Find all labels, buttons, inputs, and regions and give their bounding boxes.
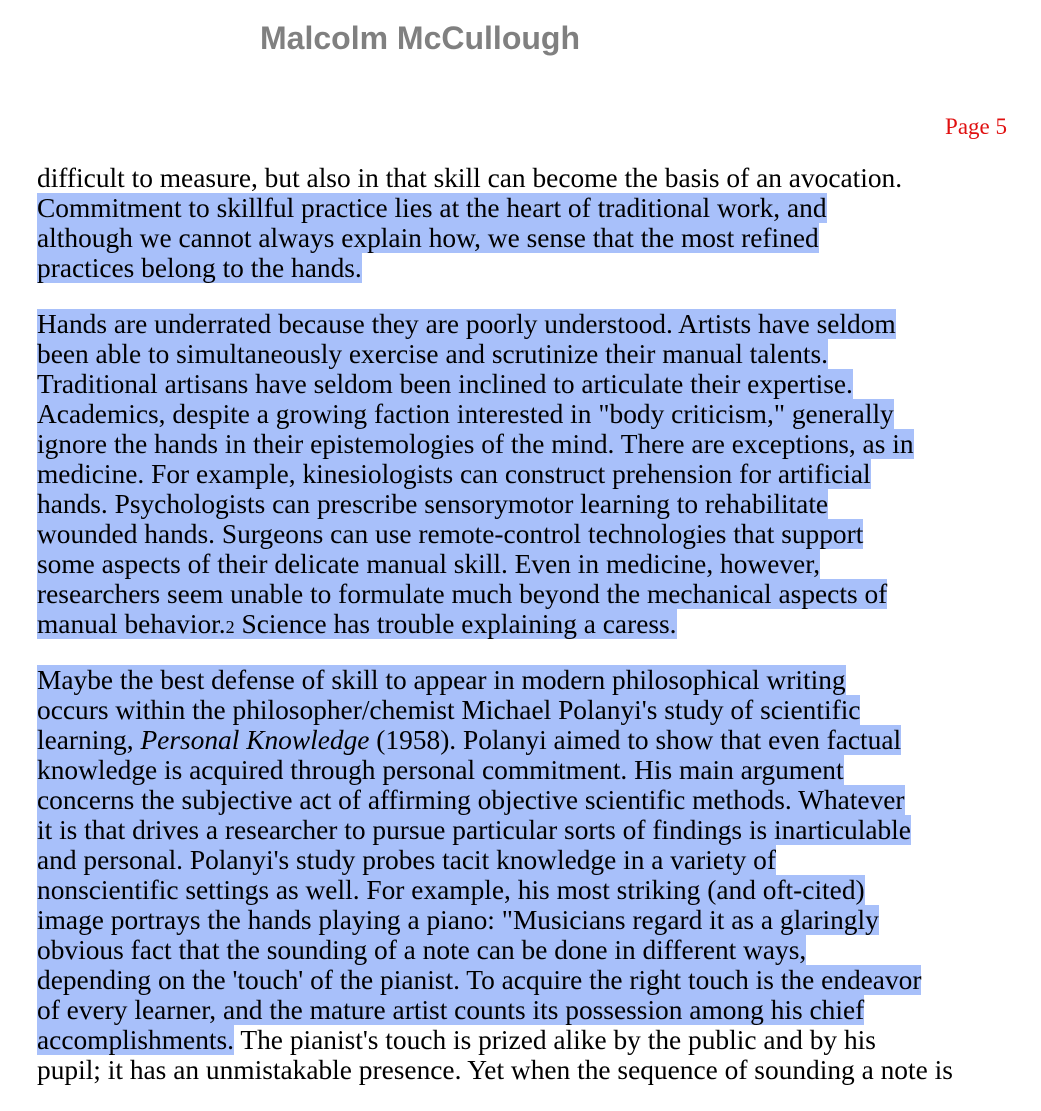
selected-text: Maybe the best defense of skill to appear in modern philosophical writing [37, 665, 846, 695]
selected-text: Traditional artisans have seldom been inclined to articulate their expertise. [37, 369, 853, 399]
selected-text: ignore the hands in their epistemologies of the mind. There are exceptions, as in [37, 429, 914, 459]
selected-text: hands. Psychologists can prescribe sensorymotor learning to rehabilitate [37, 489, 829, 519]
document-author-title: Malcolm McCullough [260, 20, 580, 56]
selected-text: of every learner, and the mature artist counts its possession among his chief [37, 995, 865, 1025]
text-line[interactable] [37, 609, 1017, 639]
text-line-content: The pianist's touch is prized alike by the public and by his [234, 1025, 876, 1055]
selected-text: although we cannot always explain how, we sense that the most refined [37, 223, 819, 253]
text-line[interactable] [37, 459, 1017, 489]
selected-text: it is that drives a researcher to pursue particular sorts of findings is inarticulable [37, 815, 911, 845]
text-line[interactable] [37, 369, 1017, 399]
text-line[interactable] [37, 995, 1017, 1025]
selected-text: Academics, despite a growing faction interested in "body criticism," generally [37, 399, 894, 429]
text-line[interactable] [37, 665, 1017, 695]
text-line[interactable] [37, 309, 1017, 339]
selected-text: and personal. Polanyi's study probes tacit knowledge in a variety of [37, 845, 776, 875]
text-line[interactable] [37, 755, 1017, 785]
text-line[interactable] [37, 785, 1017, 815]
selected-text: practices belong to the hands. [37, 253, 362, 283]
text-line[interactable] [37, 815, 1017, 845]
text-line[interactable] [37, 253, 1017, 283]
text-line[interactable] [37, 1025, 1017, 1055]
text-line[interactable] [37, 399, 1017, 429]
text-line[interactable] [37, 223, 1017, 253]
text-line[interactable] [37, 935, 1017, 965]
selected-text: manual behavior. [37, 609, 226, 639]
text-line[interactable] [37, 163, 1017, 193]
text-line[interactable] [37, 193, 1017, 223]
paragraph-1[interactable] [37, 163, 1017, 283]
text-line-content: pupil; it has an unmistakable presence. Yet when the sequence of sounding a note is [37, 1055, 953, 1085]
document-body[interactable] [37, 163, 1017, 1111]
selected-text: Science has trouble explaining a caress. [234, 609, 677, 639]
book-title: Personal Knowledge [140, 725, 370, 755]
text-line[interactable] [37, 695, 1017, 725]
text-line[interactable] [37, 579, 1017, 609]
page-number: Page 5 [945, 114, 1007, 139]
selected-text: concerns the subjective act of affirming objective scientific methods. Whatever [37, 785, 905, 815]
text-line[interactable] [37, 489, 1017, 519]
footnote-reference[interactable]: 2 [225, 617, 235, 637]
text-line[interactable] [37, 339, 1017, 369]
paragraph-3[interactable] [37, 665, 1017, 1085]
selected-text: knowledge is acquired through personal commitment. His main argument [37, 755, 844, 785]
selected-text: wounded hands. Surgeons can use remote-control technologies that support [37, 519, 864, 549]
selected-text: learning, [37, 725, 141, 755]
text-line[interactable] [37, 549, 1017, 579]
selected-text: depending on the 'touch' of the pianist. To acquire the right touch is the endeavor [37, 965, 922, 995]
selected-text: image portrays the hands playing a piano: "Musicians regard it as a glaringly [37, 905, 879, 935]
text-line[interactable] [37, 875, 1017, 905]
text-line[interactable] [37, 845, 1017, 875]
selected-text: (1958). Polanyi aimed to show that even factual [369, 725, 902, 755]
selected-text: obvious fact that the sounding of a note can be done in different ways, [37, 935, 807, 965]
selected-text: researchers seem unable to formulate much beyond the mechanical aspects of [37, 579, 888, 609]
selected-text: some aspects of their delicate manual skill. Even in medicine, however, [37, 549, 821, 579]
text-line[interactable] [37, 519, 1017, 549]
text-line[interactable] [37, 1055, 1017, 1085]
selected-text: occurs within the philosopher/chemist Michael Polanyi's study of scientific [37, 695, 861, 725]
text-line[interactable] [37, 905, 1017, 935]
selected-text: Hands are underrated because they are poorly understood. Artists have seldom [37, 309, 896, 339]
text-line[interactable] [37, 725, 1017, 755]
text-line-content: difficult to measure, but also in that skill can become the basis of an avocation. [37, 163, 903, 193]
selected-text: medicine. For example, kinesiologists can construct prehension for artificial [37, 459, 871, 489]
selected-text: Commitment to skillful practice lies at the heart of traditional work, and [37, 193, 827, 223]
text-line[interactable] [37, 965, 1017, 995]
selected-text: accomplishments. [37, 1025, 235, 1055]
text-line[interactable] [37, 429, 1017, 459]
selected-text: been able to simultaneously exercise and scrutinize their manual talents. [37, 339, 829, 369]
paragraph-2[interactable] [37, 309, 1017, 639]
selected-text: nonscientific settings as well. For example, his most striking (and oft-cited) [37, 875, 865, 905]
